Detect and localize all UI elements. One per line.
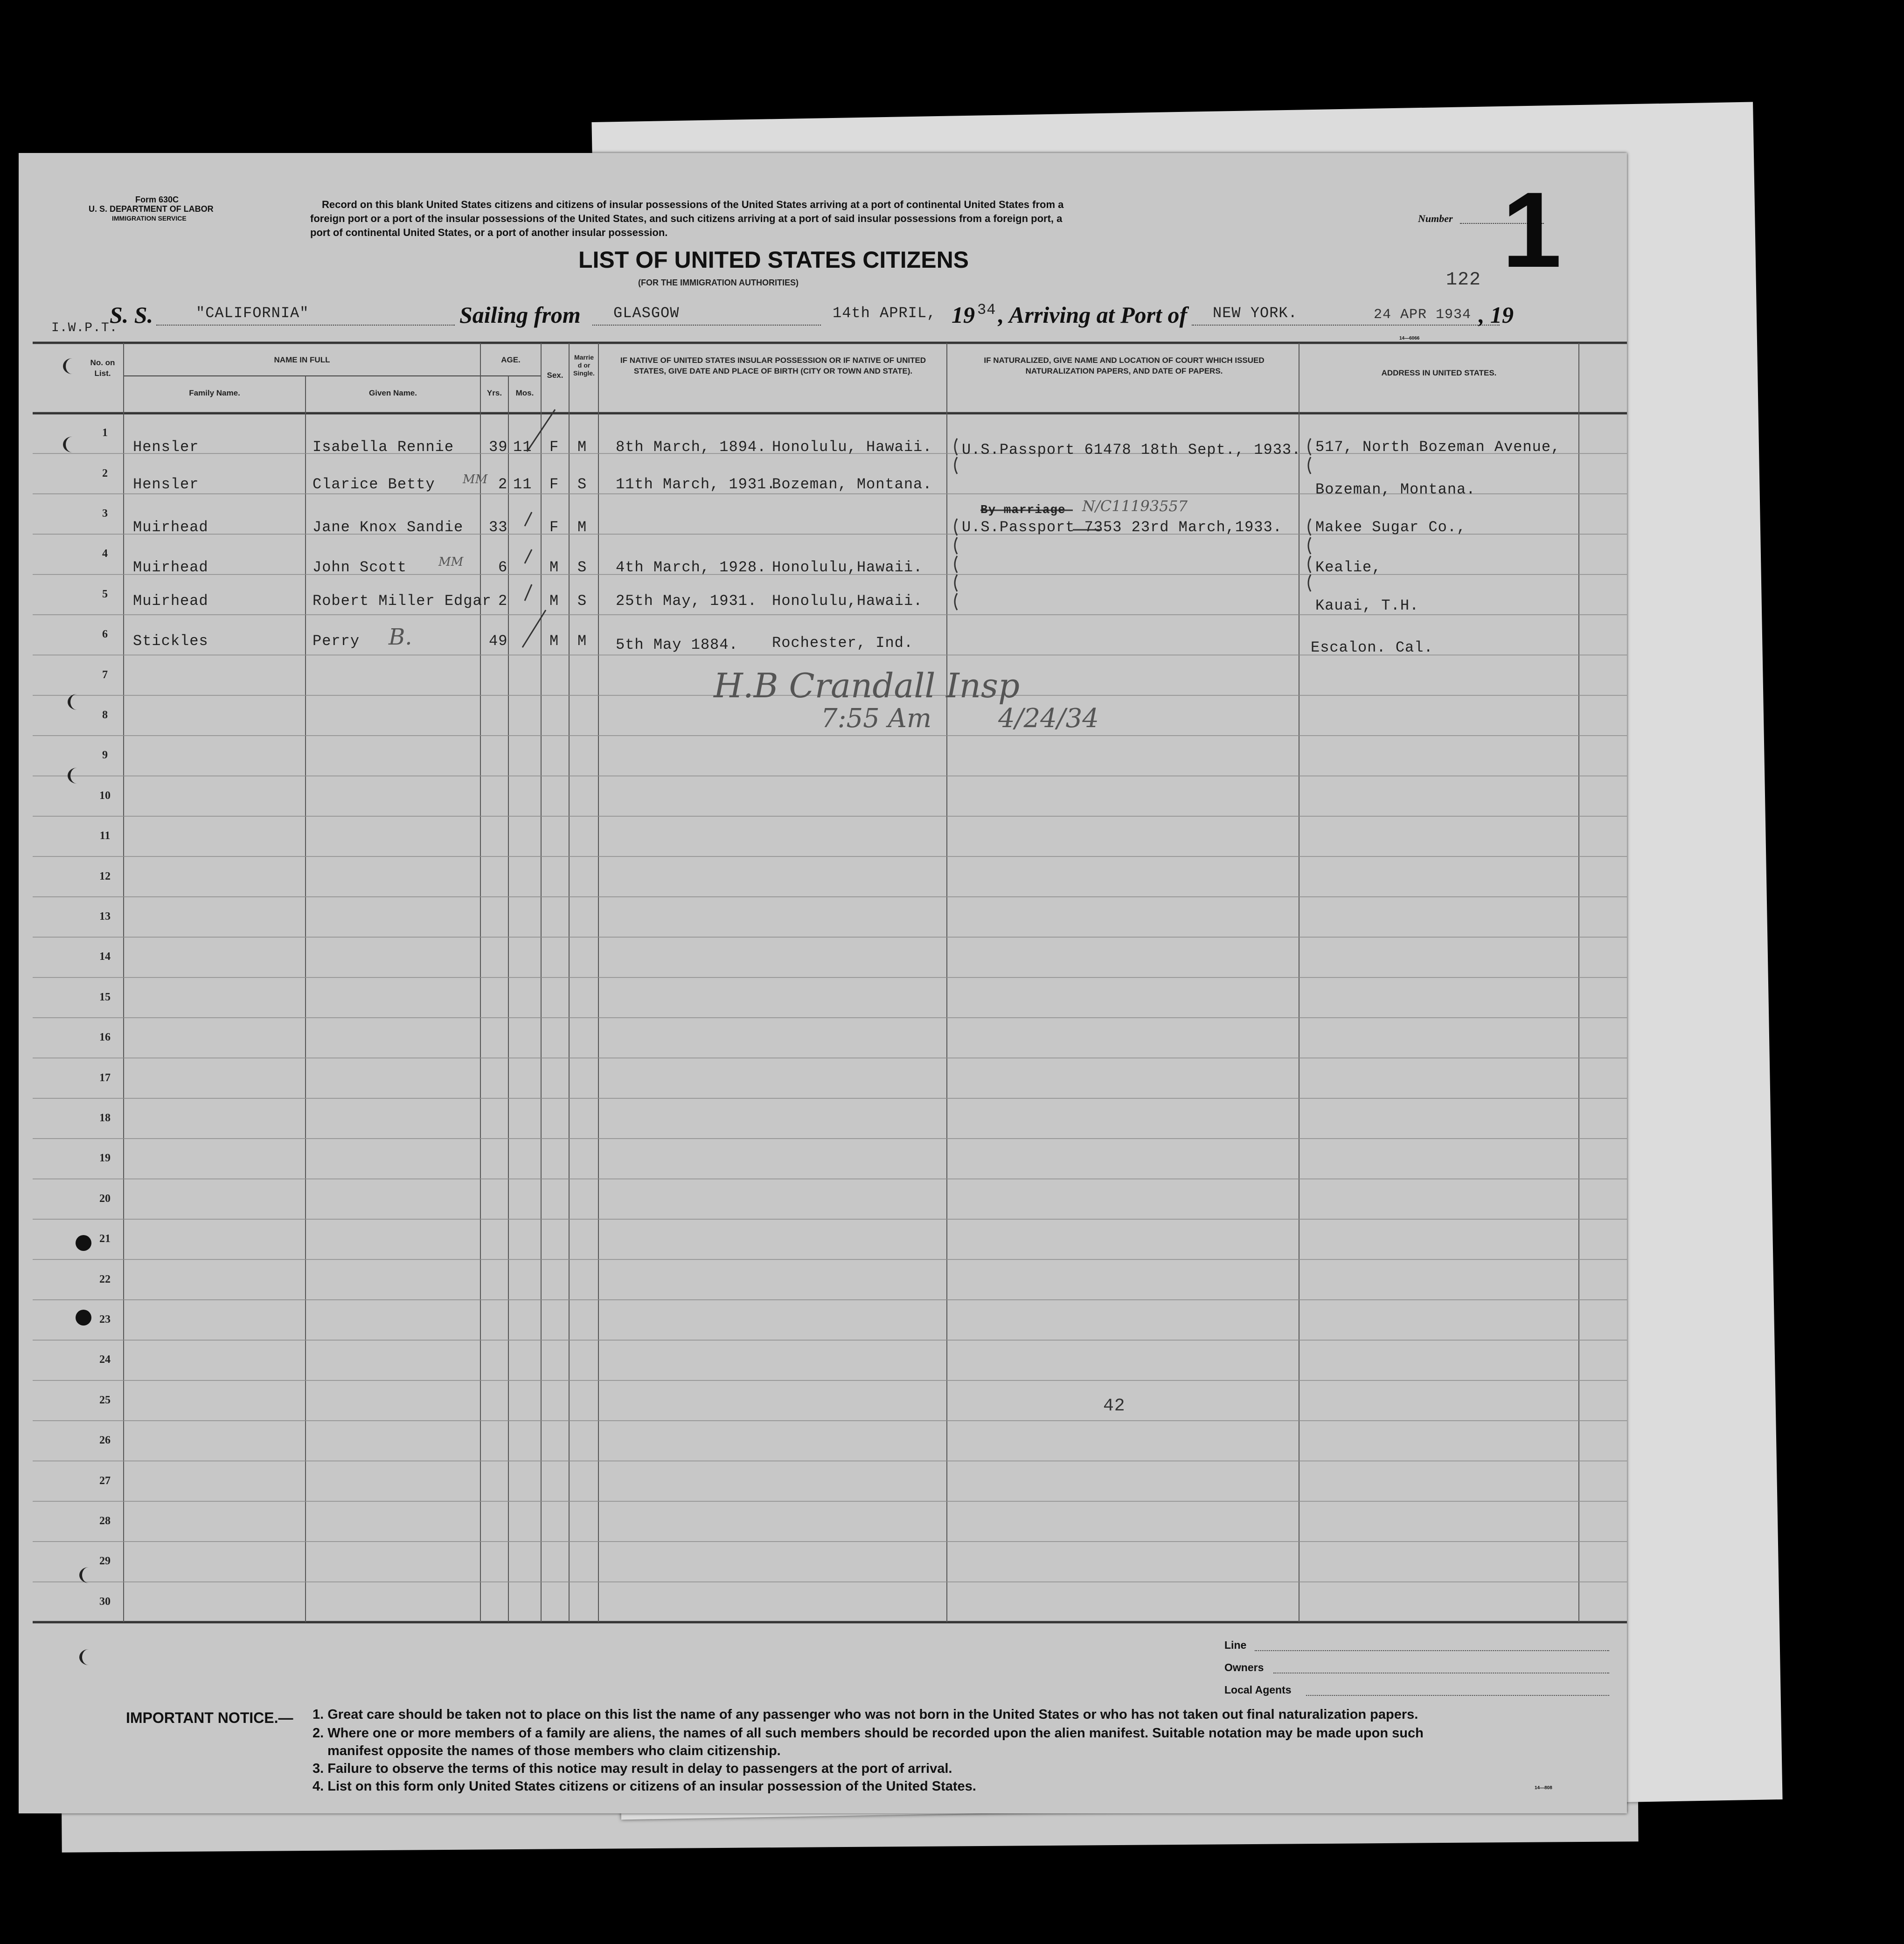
agents-field (1306, 1695, 1609, 1696)
port-from: GLASGOW (613, 305, 680, 322)
service: IMMIGRATION SERVICE (112, 215, 187, 222)
given-mark-6: B. (389, 624, 412, 650)
row-number: 28 (99, 1515, 111, 1527)
instructions-line-3: port of continental United States, or a port of another insular possession. (310, 227, 668, 238)
col-no: No. on List. (90, 358, 115, 378)
given-name: Isabella Rennie (313, 438, 454, 456)
bracket-marks (19, 153, 1627, 1813)
trailing-year: , 19 (1479, 302, 1514, 328)
col-yrs: Yrs. (486, 389, 502, 397)
row-number: 27 (99, 1474, 111, 1487)
row-number: 6 (102, 628, 108, 641)
family-name: Hensler (133, 476, 199, 493)
birth-place: Rochester, Ind. (772, 634, 914, 652)
birth-date: 25th May, 1931. (616, 592, 757, 610)
row-number: 22 (99, 1273, 111, 1285)
number-label: Number (1418, 213, 1453, 224)
marital-status: S (577, 559, 587, 576)
row-number: 29 (99, 1555, 111, 1568)
family-name: Stickles (133, 632, 208, 650)
handwritten-reference: N/C11193557 (1082, 497, 1188, 515)
row-number: 5 (102, 588, 108, 600)
sex: F (549, 438, 559, 456)
arrival-stamp: 24 APR 1934 (1374, 307, 1472, 323)
vessel-name: "CALIFORNIA" (196, 305, 309, 322)
notice-2-cont: manifest opposite the names of those members who claim citizenship. (327, 1743, 781, 1758)
marital-status: M (577, 438, 587, 456)
row-number: 26 (99, 1434, 111, 1447)
row-number: 14 (99, 951, 111, 963)
given-name: Jane Knox Sandie (313, 519, 464, 536)
col-name-in-full: NAME IN FULL (274, 355, 330, 364)
print-code: 14—6066 (1399, 336, 1420, 341)
list-number: 1 (1502, 170, 1562, 290)
line-field (1255, 1650, 1609, 1651)
notice-1: 1. Great care should be taken not to place on this list the name of any passenger who was not born in the United States or who has not taken out final naturalization papers. (313, 1707, 1418, 1722)
notice-title: IMPORTANT NOTICE.— (126, 1709, 293, 1726)
year-suffix: 34 (977, 301, 996, 319)
marital-status: M (577, 519, 587, 536)
row-number: 16 (99, 1031, 111, 1044)
row-number: 21 (99, 1233, 111, 1245)
col-given-name: Given Name. (369, 389, 417, 397)
page-number: 42 (1103, 1396, 1126, 1416)
marital-status: S (577, 476, 587, 493)
given-name: John Scott (313, 559, 407, 576)
family-name: Muirhead (133, 519, 208, 536)
inspector-signature: H.B Crandall Insp (714, 666, 1020, 705)
row-number: 23 (99, 1313, 111, 1326)
naturalization: U.S.Passport 7353 23rd March,1933. (962, 519, 1282, 536)
address: Kauai, T.H. (1315, 597, 1419, 614)
inspection-time: 7:55 Am (821, 703, 932, 734)
form-number: Form 630C (135, 195, 179, 204)
inspection-date: 4/24/34 (998, 703, 1099, 734)
row-number: 18 (99, 1112, 111, 1124)
sex: M (549, 592, 559, 610)
row-number: 12 (99, 870, 111, 882)
row-number: 19 (99, 1152, 111, 1165)
row-number: 2 (102, 467, 108, 479)
arriving-label: , Arriving at Port of (998, 302, 1188, 328)
agents-label: Local Agents (1224, 1684, 1292, 1696)
binding-hole (76, 1235, 91, 1251)
age-months: 11 (513, 476, 532, 493)
row-number: 11 (99, 830, 111, 842)
binding-hole (79, 1567, 98, 1583)
birth-place: Honolulu,Hawaii. (772, 559, 923, 576)
row-number: 7 (102, 668, 108, 681)
birth-place: Honolulu,Hawaii. (772, 592, 923, 610)
sex: M (549, 559, 559, 576)
sailing-label: Sailing from (459, 302, 581, 328)
family-name: Muirhead (133, 592, 208, 610)
row-number: 4 (102, 548, 108, 560)
col-birth: IF NATIVE OF UNITED STATES INSULAR POSSESSION OR IF NATIVE OF UNITED STATES, GIVE DATE AND PLACE OF BIRTH (CITY OR TOWN AND STATE). (620, 356, 926, 375)
instructions-line-1: Record on this blank United States citizens and citizens of insular possessions of the United States arriving at a port of continental United States from a (322, 199, 1064, 210)
row-number: 17 (99, 1071, 111, 1084)
col-mos: Mos. (515, 389, 534, 397)
side-code: I.W.P.T. (51, 321, 118, 335)
address: Kealie, (1315, 559, 1382, 576)
col-sex: Sex. (547, 371, 563, 380)
notice-4: 4. List on this form only United States citizens or citizens of an insular possession of the United States. (313, 1779, 976, 1794)
age-years: 33 (489, 519, 508, 536)
address: Makee Sugar Co., (1315, 519, 1466, 536)
age-years: 39 (489, 438, 508, 456)
col-married: Married or Single. (573, 354, 595, 377)
given-name: Robert Miller Edgar (313, 592, 492, 610)
given-mark-4: MM (438, 555, 464, 569)
col-address: ADDRESS IN UNITED STATES. (1381, 368, 1497, 377)
page-title: LIST OF UNITED STATES CITIZENS (578, 247, 969, 273)
given-name: Clarice Betty (313, 476, 435, 493)
col-family-name: Family Name. (189, 389, 240, 397)
family-name: Muirhead (133, 559, 208, 576)
age-years: 6 (498, 559, 508, 576)
birth-date: 4th March, 1928. (616, 559, 767, 576)
age-years: 49 (489, 632, 508, 650)
struck-note: By marriage (980, 503, 1066, 517)
sex: F (549, 519, 559, 536)
marital-status: M (577, 632, 587, 650)
row-number: 24 (99, 1354, 111, 1366)
ss-label: S. S. (110, 302, 153, 328)
stamp-number: 122 (1446, 270, 1481, 291)
row-number: 1 (102, 427, 108, 439)
row-number: 30 (99, 1595, 111, 1608)
row-number: 3 (102, 507, 108, 520)
address: Escalon. Cal. (1311, 639, 1433, 656)
birth-date: 11th March, 1931. (616, 476, 776, 493)
binding-hole (79, 1649, 98, 1665)
given-name: Perry (313, 632, 360, 650)
page-subtitle: (FOR THE IMMIGRATION AUTHORITIES) (638, 278, 799, 287)
binding-hole (68, 768, 86, 784)
row-number: 25 (99, 1394, 111, 1406)
family-name: Hensler (133, 438, 199, 456)
age-months: 11 (513, 438, 532, 456)
row-number: 10 (99, 789, 111, 802)
date-from: 14th APRIL, (833, 305, 937, 322)
row-number: 20 (99, 1192, 111, 1205)
given-mark-2: MM (463, 472, 488, 486)
col-naturalized: IF NATURALIZED, GIVE NAME AND LOCATION OF COURT WHICH ISSUED NATURALIZATION PAPERS, AND DATE OF PAPERS. (984, 356, 1265, 375)
port-to: NEW YORK. (1213, 305, 1298, 322)
age-years: 2 (498, 476, 508, 493)
sex: F (549, 476, 559, 493)
owners-label: Owners (1224, 1661, 1264, 1673)
notice-2: 2. Where one or more members of a family are aliens, the names of all such members should be recorded upon the alien manifest. Suitable notation may be made upon such (313, 1726, 1424, 1741)
row-number: 13 (99, 910, 111, 923)
col-age: AGE. (501, 355, 521, 364)
binding-hole (63, 358, 82, 374)
instructions-line-2: foreign port or a port of the insular possessions of the United States, and such citizens arriving at a port of said insular possessions from a foreign port, a (310, 213, 1063, 224)
manifest-sheet (19, 153, 1627, 1813)
birth-place: Honolulu, Hawaii. (772, 438, 932, 456)
address: 517, North Bozeman Avenue, (1315, 438, 1561, 456)
row-number: 8 (102, 709, 108, 721)
line-label: Line (1224, 1639, 1247, 1651)
age-years: 2 (498, 592, 508, 610)
year-prefix: 19 (952, 302, 975, 328)
naturalization: U.S.Passport 61478 18th Sept., 1933. (962, 441, 1301, 458)
address: Bozeman, Montana. (1315, 481, 1476, 498)
notice-3: 3. Failure to observe the terms of this notice may result in delay to passengers at the port of arrival. (313, 1761, 952, 1776)
birth-place: Bozeman, Montana. (772, 476, 932, 493)
row-number: 9 (102, 749, 108, 762)
birth-date: 5th May 1884. (616, 636, 738, 653)
sex: M (549, 632, 559, 650)
binding-hole (63, 437, 82, 452)
birth-date: 8th March, 1894. (616, 438, 767, 456)
binding-hole (68, 694, 86, 710)
footer-code: 14—808 (1535, 1785, 1552, 1791)
marital-status: S (577, 592, 587, 610)
row-number: 15 (99, 991, 111, 1003)
binding-hole (76, 1310, 91, 1326)
department: U. S. DEPARTMENT OF LABOR (89, 204, 214, 214)
